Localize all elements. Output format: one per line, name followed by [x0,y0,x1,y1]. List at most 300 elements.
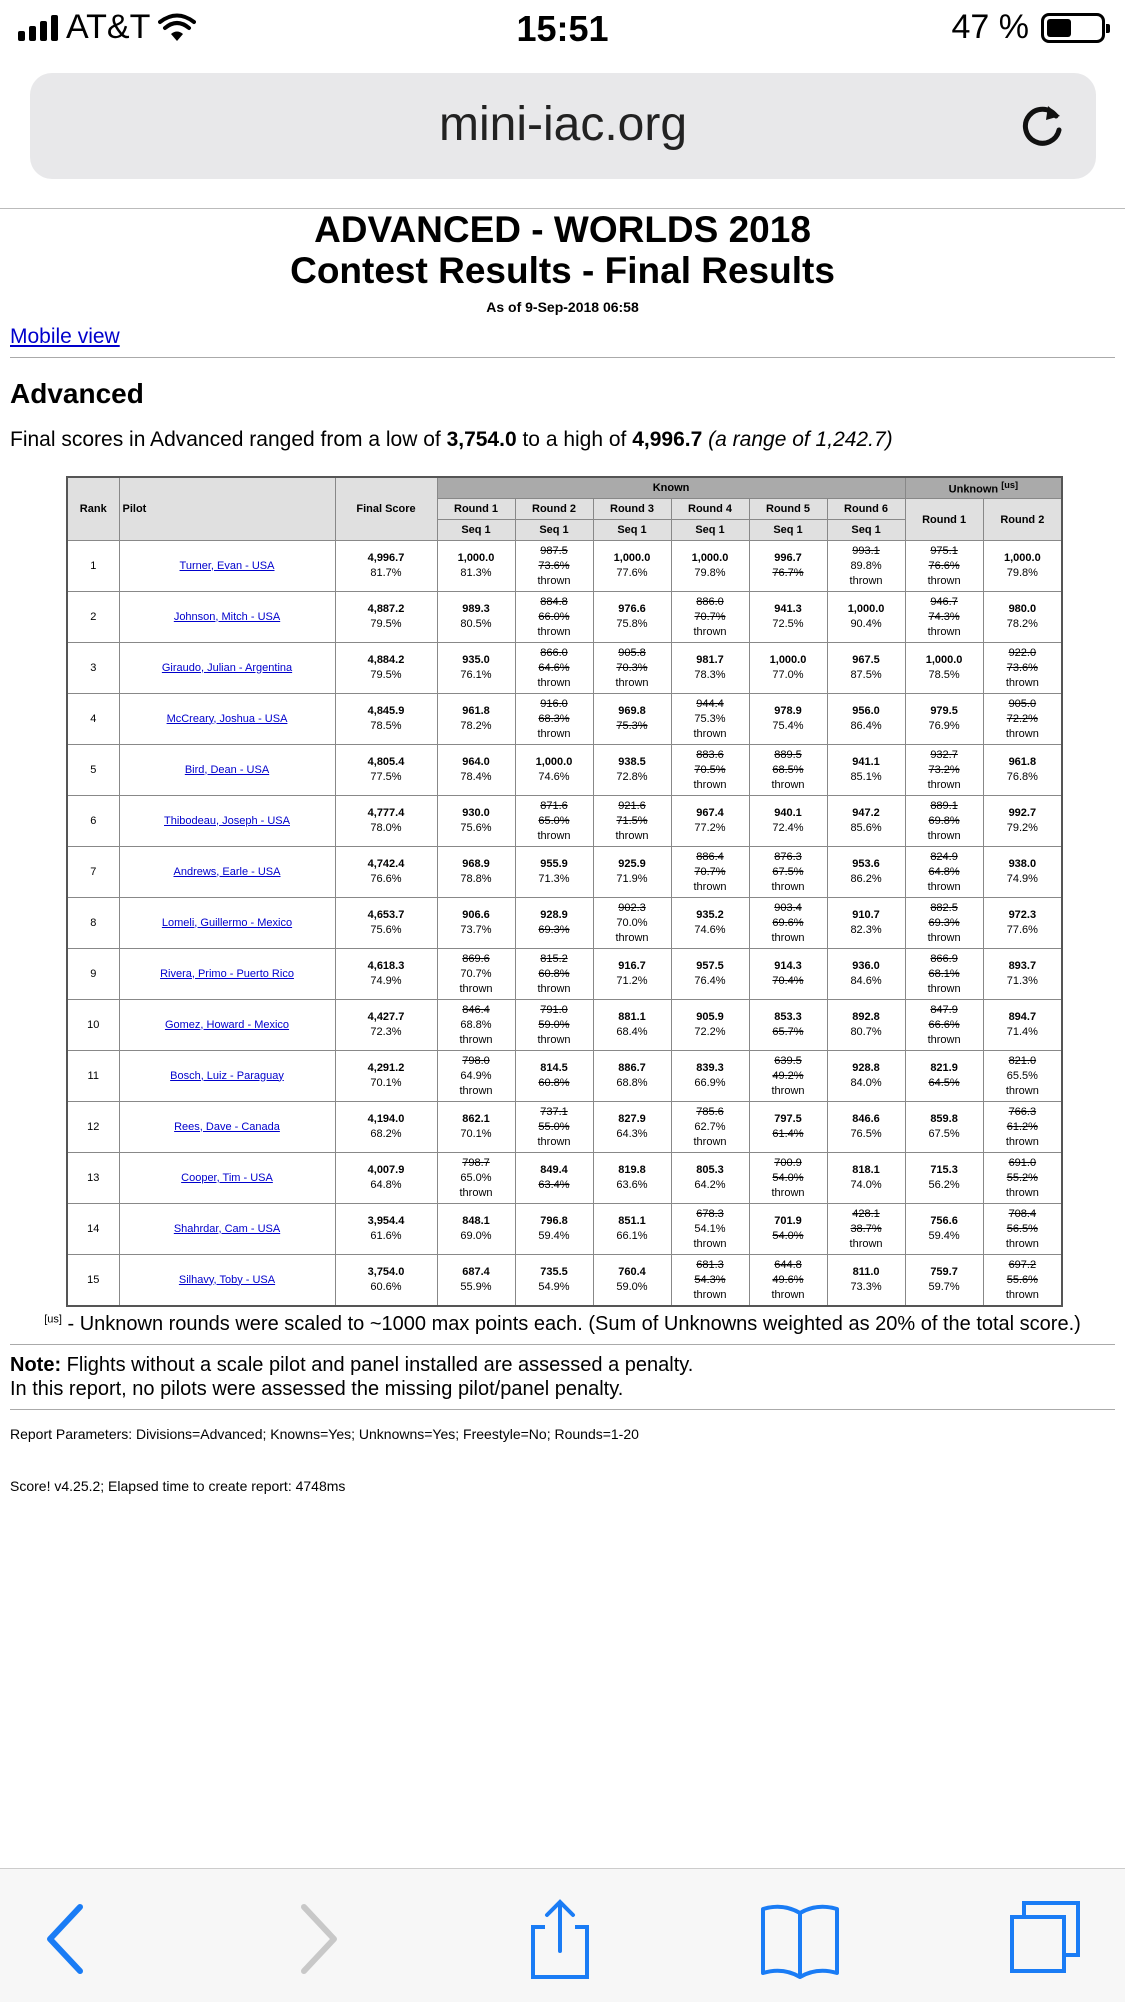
thrown-label: thrown [927,880,961,893]
thrown-label: thrown [537,829,571,842]
thrown-label: thrown [537,1135,571,1148]
round-score-percent: 70.7% [460,967,492,980]
pilot-link[interactable]: Bird, Dean - USA [184,763,270,776]
thrown-label: thrown [693,1135,727,1148]
final-score-value: 4,777.4 [367,807,405,819]
round-score-value: 846.4 [462,1003,490,1016]
pilot-link[interactable]: Thibodeau, Joseph - USA [164,814,290,827]
round-score-value: 883.6 [696,748,724,761]
thrown-label: thrown [771,1186,805,1199]
pilot-link[interactable]: Rivera, Primo - Puerto Rico [160,967,294,980]
round-score-cell [905,1204,983,1255]
thrown-label: thrown [615,829,649,842]
round-score-cell [983,949,1062,1000]
round-score-value: 881.1 [618,1011,646,1023]
round-score-cell [671,541,749,592]
round-score-percent: 71.4% [1006,1026,1038,1038]
sequence-header: Seq 1 [671,520,749,541]
round-score-value: 847.9 [930,1003,958,1016]
round-score-value: 910.7 [852,909,880,921]
round-score-percent: 55.9% [460,1281,492,1293]
thrown-label: thrown [693,625,727,638]
final-score-cell [335,847,437,898]
pilot-header: Pilot [119,477,335,541]
rank-cell: 2 [67,592,119,643]
round-score-percent: 65.5% [1006,1069,1038,1082]
round-score-cell [593,847,671,898]
round-score-cell [983,1051,1062,1102]
divider [10,1344,1115,1345]
round-score-value: 996.7 [774,552,802,564]
round-score-value: 815.2 [540,952,568,965]
round-score-percent: 64.6% [538,661,570,674]
round-score-percent: 79.2% [1006,822,1038,834]
round-score-cell [515,796,593,847]
round-score-cell [905,1102,983,1153]
round-score-cell [437,592,515,643]
round-score-cell [983,643,1062,694]
round-score-value: 1,000.0 [1003,552,1041,564]
thrown-label: thrown [927,829,961,842]
pilot-link[interactable]: Lomeli, Guillermo - Mexico [161,916,293,929]
pilot-link[interactable]: Johnson, Mitch - USA [173,610,281,623]
round-score-percent: 78.2% [460,720,492,732]
thrown-label: thrown [459,982,493,995]
round-score-cell [671,898,749,949]
round-score-value: 848.1 [462,1215,490,1227]
pilot-link[interactable]: Giraudo, Julian - Argentina [161,661,293,674]
round-score-cell [437,643,515,694]
pilot-cell [119,643,335,694]
thrown-label: thrown [771,1288,805,1301]
known-round-header: Round 5 [749,499,827,520]
round-score-percent: 78.4% [460,771,492,783]
round-score-value: 851.1 [618,1215,646,1227]
round-score-value: 989.3 [462,603,490,615]
round-score-cell [749,643,827,694]
round-score-percent: 55.2% [1006,1171,1038,1184]
round-score-cell [593,592,671,643]
round-score-cell [905,643,983,694]
round-score-value: 953.6 [852,858,880,870]
round-score-percent: 75.6% [460,822,492,834]
round-score-value: 1,000.0 [535,756,573,768]
status-bar [0,0,1125,62]
round-score-cell [515,1051,593,1102]
round-score-cell [827,796,905,847]
final-score-cell [335,1051,437,1102]
round-score-percent: 72.4% [772,822,804,834]
thrown-label: thrown [927,1033,961,1046]
title-line-2: Contest Results - Final Results [290,250,835,291]
round-score-percent: 76.5% [850,1128,882,1140]
round-score-cell [827,1153,905,1204]
final-score-cell [335,1153,437,1204]
thrown-label: thrown [537,676,571,689]
round-score-cell [749,745,827,796]
round-score-cell [905,847,983,898]
round-score-value: 805.3 [696,1164,724,1176]
round-score-value: 906.6 [462,909,490,921]
round-score-percent: 68.1% [928,967,960,980]
table-row [67,1255,1062,1307]
round-score-percent: 74.9% [1006,873,1038,885]
round-score-value: 756.6 [930,1215,958,1227]
round-score-percent: 70.0% [616,916,648,929]
round-score-value: 644.8 [774,1258,802,1271]
round-score-value: 759.7 [930,1266,958,1278]
known-header: Known [437,477,905,499]
round-score-value: 821.9 [930,1062,958,1074]
round-score-percent: 68.4% [616,1026,648,1038]
round-score-value: 938.0 [1008,858,1037,870]
round-score-percent: 78.5% [928,669,960,681]
round-score-percent: 65.7% [772,1026,804,1038]
thrown-label: thrown [1005,1084,1039,1097]
round-score-value: 735.5 [540,1266,568,1278]
rank-cell: 3 [67,643,119,694]
rank-cell: 1 [67,541,119,592]
round-score-cell [827,643,905,694]
footnote: [us] - Unknown rounds were scaled to ~1000 max points each. (Sum of Unknowns weighted as 20% of the total score.) [44,1313,1081,1335]
round-score-value: 869.6 [462,952,490,965]
round-score-value: 678.3 [696,1207,724,1220]
thrown-label: thrown [771,880,805,893]
round-score-percent: 65.0% [460,1171,492,1184]
pilot-link[interactable]: Gomez, Howard - Mexico [164,1018,290,1031]
round-score-cell [905,694,983,745]
round-score-percent: 69.8% [928,814,960,827]
unknown-header: Unknown [us] [905,477,1062,499]
round-score-value: 961.8 [462,705,490,717]
round-score-cell [593,1051,671,1102]
round-score-value: 938.5 [618,756,646,768]
round-score-cell [437,1051,515,1102]
pilot-cell [119,1000,335,1051]
round-score-value: 824.9 [930,850,958,863]
round-score-percent: 73.7% [460,924,492,936]
round-score-cell [983,1102,1062,1153]
url-text[interactable]: mini-iac.org [438,98,688,151]
round-score-value: 853.3 [774,1011,802,1023]
thrown-label: thrown [693,1288,727,1301]
round-score-percent: 73.6% [1006,661,1038,674]
thrown-label: thrown [459,1084,493,1097]
round-score-cell [827,1255,905,1307]
pilot-cell [119,1255,335,1307]
round-score-percent: 85.6% [850,822,882,834]
round-score-cell [983,1153,1062,1204]
table-row [67,643,1062,694]
final-score-percent: 74.9% [370,975,402,987]
pilot-link[interactable]: Andrews, Earle - USA [173,865,281,878]
round-score-value: 916.7 [618,960,646,972]
round-score-value: 936.0 [852,960,880,972]
round-score-value: 928.8 [852,1062,880,1074]
final-score-value: 4,884.2 [367,654,405,666]
round-score-percent: 78.2% [1006,618,1038,630]
round-score-cell [905,541,983,592]
round-score-cell [983,1000,1062,1051]
table-row [67,592,1062,643]
round-score-percent: 64.9% [460,1069,492,1082]
round-score-value: 925.9 [618,858,646,870]
round-score-percent: 77.2% [694,822,726,834]
round-score-value: 903.4 [774,901,802,914]
final-score-value: 4,887.2 [367,603,405,615]
round-score-value: 914.3 [774,960,802,972]
round-score-value: 967.5 [852,654,880,666]
round-score-cell [905,1051,983,1102]
pilot-link[interactable]: Rees, Dave - Canada [174,1120,280,1133]
final-score-header: Final Score [335,477,437,541]
mobile-view-link[interactable]: Mobile view [10,325,120,348]
pilot-link[interactable]: Shahrdar, Cam - USA [173,1222,281,1235]
round-score-cell [827,949,905,1000]
round-score-percent: 79.8% [1006,567,1038,579]
rank-cell: 12 [67,1102,119,1153]
round-score-value: 905.0 [1008,697,1037,710]
round-score-cell [749,1204,827,1255]
final-score-value: 4,996.7 [367,552,405,564]
pilot-cell [119,592,335,643]
round-score-value: 893.7 [1008,960,1037,972]
round-score-percent: 71.3% [1006,975,1038,987]
round-score-value: 876.3 [774,850,802,863]
round-score-cell [671,694,749,745]
round-score-percent: 74.6% [538,771,570,783]
rank-cell: 13 [67,1153,119,1204]
rank-cell: 14 [67,1204,119,1255]
round-score-percent: 76.9% [928,720,960,732]
round-score-value: 819.8 [618,1164,646,1176]
final-score-percent: 72.3% [370,1026,402,1038]
final-score-value: 4,427.7 [367,1011,405,1023]
round-score-cell [437,694,515,745]
bookmarks-icon[interactable] [755,1899,845,1979]
round-score-value: 791.0 [540,1003,568,1016]
round-score-value: 964.0 [462,756,490,768]
rank-cell: 15 [67,1255,119,1307]
thrown-label: thrown [1005,676,1039,689]
round-score-percent: 74.3% [928,610,960,623]
round-score-percent: 78.8% [460,873,492,885]
table-row [67,1051,1062,1102]
back-icon[interactable] [22,1899,112,1979]
round-score-percent: 59.0% [538,1018,570,1031]
round-score-percent: 64.5% [928,1077,960,1089]
round-score-value: 849.4 [540,1164,568,1176]
round-score-percent: 66.9% [694,1077,726,1089]
round-score-value: 922.0 [1008,646,1037,659]
round-score-value: 944.4 [696,697,724,710]
thrown-label: thrown [693,727,727,740]
thrown-label: thrown [1005,1186,1039,1199]
round-score-value: 992.7 [1008,807,1037,819]
round-score-percent: 63.6% [616,1179,648,1191]
pilot-link[interactable]: McCreary, Joshua - USA [166,712,288,725]
round-score-cell [671,1000,749,1051]
pilot-link[interactable]: Cooper, Tim - USA [181,1171,273,1184]
forward-icon[interactable] [272,1899,362,1979]
as-of-date: As of 9-Sep-2018 06:58 [486,299,639,315]
known-round-header: Round 4 [671,499,749,520]
final-score-percent: 60.6% [370,1281,402,1293]
round-score-percent: 72.2% [694,1026,726,1038]
high-score: 4,996.7 [632,428,703,451]
round-score-value: 715.3 [930,1164,958,1176]
round-score-value: 894.7 [1008,1011,1037,1023]
reload-icon[interactable] [1016,100,1068,152]
thrown-label: thrown [459,1186,493,1199]
round-score-value: 798.7 [462,1156,490,1169]
pilot-link[interactable]: Silhavy, Toby - USA [178,1273,276,1286]
final-score-value: 4,742.4 [367,858,405,870]
final-score-value: 4,007.9 [367,1164,405,1176]
final-score-percent: 64.8% [370,1179,402,1191]
share-icon[interactable] [515,1899,605,1979]
score-summary: Final scores in Advanced ranged from a low of 3,754.0 to a high of 4,996.7 (a range of 1,242.7) [10,428,893,451]
round-score-value: 967.4 [696,807,724,819]
round-score-value: 839.3 [696,1062,724,1074]
round-score-percent: 63.4% [538,1179,570,1191]
round-score-percent: 90.4% [850,618,882,630]
round-score-percent: 71.2% [616,975,648,987]
round-score-value: 866.9 [930,952,958,965]
round-score-percent: 72.8% [616,771,648,783]
round-score-value: 935.2 [696,909,724,921]
round-score-percent: 56.2% [928,1179,960,1191]
round-score-value: 811.0 [852,1266,880,1278]
round-score-cell [593,1000,671,1051]
pilot-link[interactable]: Turner, Evan - USA [179,559,275,572]
address-bar[interactable] [30,73,1096,179]
round-score-cell [515,898,593,949]
safari-toolbar [0,1868,1125,2002]
round-score-cell [827,541,905,592]
round-score-cell [437,898,515,949]
round-score-percent: 70.4% [772,975,804,987]
round-score-percent: 69.0% [460,1230,492,1242]
pilot-link[interactable]: Bosch, Luiz - Paraguay [170,1069,284,1082]
round-score-percent: 72.5% [772,618,804,630]
round-score-cell [905,1000,983,1051]
round-score-value: 905.8 [618,646,646,659]
round-score-value: 1,000.0 [613,552,651,564]
round-score-cell [593,949,671,1000]
round-score-percent: 71.3% [538,873,570,885]
round-score-value: 886.0 [696,595,724,608]
round-score-percent: 73.6% [538,559,570,572]
round-score-cell [671,745,749,796]
pilot-cell [119,898,335,949]
round-score-value: 975.1 [930,544,958,557]
round-score-cell [437,847,515,898]
round-score-cell [671,1153,749,1204]
rank-cell: 9 [67,949,119,1000]
round-score-cell [983,1204,1062,1255]
round-score-percent: 74.6% [694,924,726,936]
round-score-value: 987.5 [540,544,568,557]
round-score-percent: 72.2% [1006,712,1038,725]
round-score-cell [671,847,749,898]
round-score-cell [671,796,749,847]
round-score-percent: 86.2% [850,873,882,885]
round-score-percent: 80.5% [460,618,492,630]
round-score-value: 862.1 [462,1113,490,1125]
round-score-percent: 49.2% [772,1069,804,1082]
round-score-value: 821.0 [1008,1054,1037,1067]
table-row [67,745,1062,796]
pilot-cell [119,949,335,1000]
round-score-percent: 81.3% [460,567,492,579]
round-score-cell [515,1000,593,1051]
round-score-percent: 59.0% [616,1281,648,1293]
round-score-cell [749,592,827,643]
round-score-percent: 54.0% [772,1230,804,1242]
round-score-cell [593,745,671,796]
round-score-cell [749,1102,827,1153]
round-score-percent: 75.4% [772,720,804,732]
round-score-value: 701.9 [774,1215,802,1227]
thrown-label: thrown [927,931,961,944]
round-score-cell [827,745,905,796]
thrown-label: thrown [771,931,805,944]
final-score-percent: 79.5% [370,618,402,630]
sequence-header: Seq 1 [749,520,827,541]
round-score-cell [437,796,515,847]
round-score-percent: 61.4% [772,1128,804,1140]
sequence-header: Seq 1 [593,520,671,541]
round-score-percent: 70.5% [694,763,726,776]
round-score-value: 687.4 [462,1266,490,1278]
unknown-round-header: Round 1 [905,499,983,541]
round-score-value: 639.5 [774,1054,802,1067]
page-title [0,209,1125,291]
thrown-label: thrown [537,727,571,740]
round-score-cell [827,1204,905,1255]
thrown-label: thrown [693,1237,727,1250]
round-score-percent: 76.4% [694,975,726,987]
thrown-label: thrown [1005,1237,1039,1250]
tabs-icon[interactable] [1000,1899,1090,1979]
table-row [67,1102,1062,1153]
round-score-cell [515,1153,593,1204]
round-score-value: 846.6 [852,1113,880,1125]
round-score-cell [905,592,983,643]
table-row [67,1153,1062,1204]
round-score-percent: 70.1% [460,1128,492,1140]
round-score-percent: 60.8% [538,967,570,980]
round-score-value: 884.8 [540,595,568,608]
round-score-value: 886.4 [696,850,724,863]
round-score-percent: 54.0% [772,1171,804,1184]
round-score-cell [671,1255,749,1307]
round-score-percent: 75.3% [694,712,726,725]
round-score-value: 859.8 [930,1113,958,1125]
round-score-percent: 85.1% [850,771,882,783]
round-score-cell [671,592,749,643]
round-score-value: 972.3 [1008,909,1037,921]
final-score-cell [335,1204,437,1255]
final-score-value: 4,618.3 [367,960,405,972]
round-score-value: 1,000.0 [769,654,807,666]
round-score-cell [827,1102,905,1153]
carrier: AT&T [66,8,151,46]
table-row [67,694,1062,745]
round-score-percent: 54.3% [694,1273,726,1286]
round-score-cell [515,1204,593,1255]
